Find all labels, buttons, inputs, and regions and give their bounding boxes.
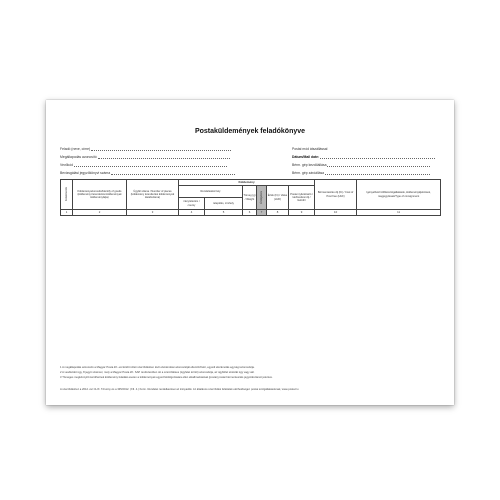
column-number-row	[61, 210, 441, 216]
col-header-postai: Postai nyilvántartó / kézbesítési díj / Gebühr	[289, 186, 315, 210]
col-header-ugyfelszam: Ügyfél száma / Number of pieces (küldemény lerendezési küldemények darabszáma)	[127, 180, 179, 210]
col-number: 9	[289, 210, 315, 216]
col-number: 6	[243, 210, 257, 216]
col-number: 2	[73, 210, 127, 216]
col-number: 3	[127, 210, 179, 216]
footnote-1: 1 A megállapodás azonosító a Magyar Posta Zrt.-vel kötött üzleti szerződésben lévő elszámolási azonosítóját ellenőrizhető, egyedi elszámolás egységi azonosítója.	[60, 366, 255, 369]
inspection-line	[111, 171, 235, 175]
col-number: 11	[357, 210, 441, 216]
mail-date-label: Dátum/Mail date:	[292, 155, 320, 159]
inspection-label: Bevizsgálási jegyzőkönyvi száma	[60, 171, 111, 175]
mail-date-field[interactable]	[292, 155, 435, 159]
col-header-tomeg: Tömeg (g) / Weight	[243, 186, 257, 210]
col-header-feladas: Feladószám	[61, 180, 73, 210]
customer-code-line	[74, 163, 227, 167]
sub-header-rendeltetesi: Rendeltetési hely	[179, 186, 243, 198]
col-header-ertekjelzes: Értékjelzés	[257, 186, 267, 210]
col-number: 10	[315, 210, 357, 216]
sub-header-telepules: település, címhely	[205, 198, 243, 210]
sender-field[interactable]	[60, 147, 231, 151]
col-header-azonosito: Küldeményazonosító/Identify of goods (küldeményt lerendezési küldemények küldeményfajta)	[73, 180, 127, 210]
form-title: Postaküldemények feladókönyve	[194, 128, 306, 135]
meter-end-line	[325, 171, 430, 175]
customer-code-label: Vevőkód	[60, 163, 74, 167]
meter-start-label: Bérm. gép kezdőállása	[292, 163, 327, 167]
inspection-field[interactable]	[60, 171, 235, 175]
col-number: 5	[205, 210, 243, 216]
col-number: 7	[257, 210, 267, 216]
postal-method-label: Postai mód átszállással	[292, 147, 328, 151]
agreement-label: Megállapodás azonosító	[60, 155, 97, 159]
agreement-field[interactable]	[60, 155, 230, 159]
col-number: 8	[267, 210, 289, 216]
footnote-2: 2 A vevőkódot ügy, 8 jegyű számsor, mely a Magyar Posta Zrt. SAP rendszerében ott a szerződéses (ügyfelet érintő) azonosítója, az ügyféllel számlát ügy vagy akl.	[60, 371, 255, 374]
footnote-3: 3 Tömeges megkönnyítő kerülhetnek küldemény feladási eseten a küldemények egyed feldolgozására ellen elkallmazásával (postai) postai bérmentesítés jegyzékszámot jelentve.	[60, 376, 273, 379]
sender-line	[91, 147, 231, 151]
col-header-utanvet: Érték (Ft) / Value (HUF)	[267, 186, 289, 210]
meter-start-line	[327, 163, 430, 167]
meter-end-label: Bérm. gép záróállása	[292, 171, 325, 175]
meter-start-field[interactable]	[292, 163, 430, 167]
sender-label: Feladó (neve, címe)	[60, 147, 91, 151]
feladokonyv-sheet	[46, 100, 454, 405]
col-number: 1	[61, 210, 73, 216]
legal-notice: A szerződéshez a 2012. évi CLIX. Törvény és a 335/2012. (XII. 4.) Korm. Rendelet rendelkezései az irányadók. Az általános szerződési feltételek elérhetőségei: postai szolgáltatásoknak, www.posta.hu	[60, 388, 299, 391]
mail-date-line	[320, 155, 435, 159]
sub-header-iranyito: irányítószám / county	[179, 198, 205, 210]
postal-method-field[interactable]	[292, 147, 327, 151]
agreement-line	[98, 155, 230, 159]
col-header-berm: Bérmentesítés díj (Ft) / Cost of Post free (HUF)	[315, 180, 357, 210]
meter-end-field[interactable]	[292, 171, 430, 175]
group-header-kuldemeny: Küldemény	[179, 180, 315, 186]
col-number: 4	[179, 210, 205, 216]
customer-code-field[interactable]	[60, 163, 227, 167]
consignment-table	[60, 179, 441, 216]
col-header-igazolas: Igényelhető többletszolgáltatások, küldeménykijelzések, megjegyzések/Type of consignment	[357, 180, 441, 210]
